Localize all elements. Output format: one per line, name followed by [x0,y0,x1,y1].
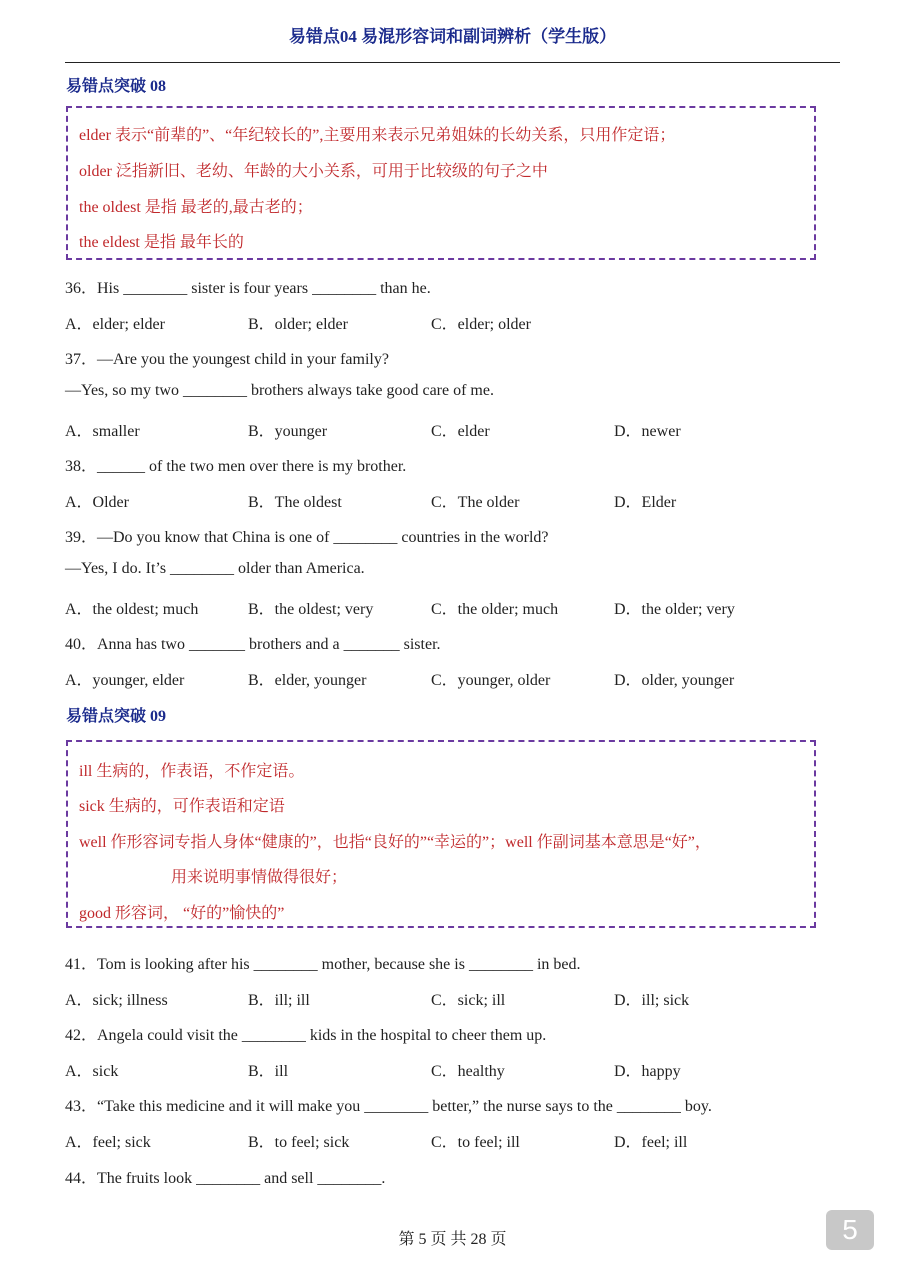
option[interactable]: D．older, younger [614,672,735,689]
question-38-stem: 38．______ of the two men over there is my brother. [65,458,407,475]
section-title-08: 易错点突破 08 [66,78,167,95]
option[interactable]: B．to feel; sick [248,1134,350,1151]
question-43-stem: 43．“Take this medicine and it will make you ________ better,” the nurse says to the ________ boy. [65,1098,712,1115]
note-line: well 作形容词专指人身体“健康的”，也指“良好的”“幸运的”；well 作副词基本意思是“好”， [79,834,711,851]
option[interactable]: C．elder; older [431,316,531,333]
option[interactable]: A．sick [65,1063,119,1080]
note-line: older 泛指新旧、老幼、年龄的大小关系，可用于比较级的句子之中 [79,163,548,180]
option[interactable]: B．ill [248,1063,289,1080]
option[interactable]: C．healthy [431,1063,505,1080]
option[interactable]: C．elder [431,423,490,440]
option[interactable]: A．sick; illness [65,992,168,1009]
option[interactable]: A．smaller [65,423,140,440]
option[interactable]: A．Older [65,494,129,511]
question-37-stem: 37．—Are you the youngest child in your family? [65,351,389,368]
option[interactable]: C．The older [431,494,520,511]
question-44-stem: 44．The fruits look ________ and sell ________. [65,1170,386,1187]
note-line: the eldest 是指 最年长的 [79,234,244,251]
question-37-stem-2: —Yes, so my two ________ brothers always take good care of me. [65,382,494,399]
option[interactable]: A．younger, elder [65,672,185,689]
note-line: the oldest 是指 最老的,最古老的； [79,199,313,216]
note-line: 用来说明事情做得很好； [171,869,348,886]
option[interactable]: A．feel; sick [65,1134,151,1151]
option[interactable]: D．feel; ill [614,1134,688,1151]
question-41-stem: 41．Tom is looking after his ________ mother, because she is ________ in bed. [65,956,581,973]
question-39-stem: 39．—Do you know that China is one of ________ countries in the world? [65,529,549,546]
option[interactable]: D．Elder [614,494,677,511]
option[interactable]: B．The oldest [248,494,342,511]
question-42-stem: 42．Angela could visit the ________ kids in the hospital to cheer them up. [65,1027,547,1044]
option[interactable]: B．elder, younger [248,672,367,689]
option[interactable]: D．newer [614,423,681,440]
question-40-stem: 40．Anna has two _______ brothers and a _______ sister. [65,636,441,653]
page-number-badge: 5 [826,1210,874,1250]
page-header-title: 易错点04 易混形容词和副词辨析（学生版） [288,27,617,46]
option[interactable]: C．sick; ill [431,992,506,1009]
note-box-09 [66,740,816,928]
note-line: elder 表示“前辈的”、“年纪较长的”,主要用来表示兄弟姐妹的长幼关系，只用作定语； [79,127,676,144]
option[interactable]: B．younger [248,423,328,440]
page-header [65,26,840,63]
question-39-stem-2: —Yes, I do. It’s ________ older than America. [65,560,365,577]
option[interactable]: D．happy [614,1063,681,1080]
page-footer: 第 5 页 共 28 页 [398,1231,507,1248]
option[interactable]: B．ill; ill [248,992,310,1009]
option[interactable]: B．the oldest; very [248,601,374,618]
option[interactable]: D．the older; very [614,601,735,618]
note-line: good 形容词， “好的”愉快的” [79,905,285,922]
note-line: sick 生病的，可作表语和定语 [79,798,285,815]
option[interactable]: B．older; elder [248,316,348,333]
option[interactable]: A．elder; elder [65,316,165,333]
option[interactable]: C．the older; much [431,601,559,618]
option[interactable]: D．ill; sick [614,992,690,1009]
option[interactable]: C．younger, older [431,672,551,689]
option[interactable]: C．to feel; ill [431,1134,520,1151]
note-box-08 [66,106,816,260]
option[interactable]: A．the oldest; much [65,601,199,618]
section-title-09: 易错点突破 09 [66,708,167,725]
note-line: ill 生病的，作表语，不作定语。 [79,763,305,780]
question-36-stem: 36．His ________ sister is four years ________ than he. [65,280,431,297]
